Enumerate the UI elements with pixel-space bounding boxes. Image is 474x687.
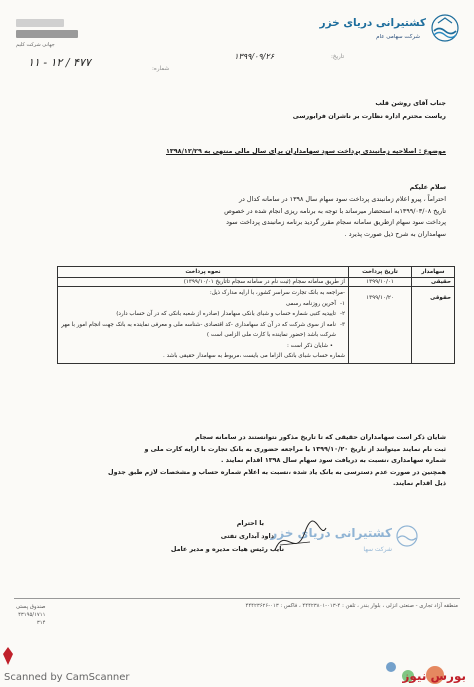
method-intro: -مراجعه به بانک تجارت سراسر کشور، با ارایه مدارک ذیل: [209,290,345,296]
stamp-note: جهانی شرکت کلیم [16,42,55,48]
po-value: ۴۳۱۹۵/۱۷۱۱ [18,612,46,618]
holder-cell: حقوقی [412,287,455,364]
list-num: ۲- [339,311,345,317]
table-header-row [58,267,455,278]
body-line: ثبت نام نمایند میتوانند از تاریخ ۱۳۹۹/۱۰/۲۰ با مراجعه حضوری به بانک تجارت با ارایه کارت ملی و [144,444,446,453]
method-note-detail: شماره حساب شبای بانکی الزاما می بایست ،مربوط به سهامدار حقیقی باشد . [163,353,345,359]
body-line: تاریخ ۱۳۹۹/۰۳/۰۸به استحضار میرساند با توجه به برنامه ریزی انجام شده در خصوص [224,206,446,215]
body-paragraph [26,194,446,240]
scanner-watermark: Scanned by CamScanner [4,672,130,683]
date-cell: ۱۳۹۹/۱۰/۰۱ [349,278,412,287]
date-cell: ۱۳۹۹/۱۰/۲۰ [349,287,412,364]
signatory-title: نایب رئیس هیات مدیره و مدیر عامل [170,545,284,553]
col-date-header: تاریخ پرداخت [349,267,412,278]
address-text: منطقه آزاد تجاری - صنعتی انزلی ، بلوار بندر ، تلفن : ۴-۰۱۳-۴۴۴۲۳۸۰۱ ، فاکس : ۰۱۳-۴۴۴۲۳۶۲۶ [245,603,458,609]
number-label: شماره: [152,66,170,72]
date-value: ۱۳۹۹/۰۹/۲۶ [234,52,274,61]
method-cell: از طریق سامانه سجام (ثبت نام در سامانه سجام تاتاریخ ۱۳۹۹/۱۰/۰۱) [58,278,349,287]
list-num: ۳- [339,321,345,328]
po-box [16,603,45,627]
stamp-sub: شرکت سها [363,546,392,553]
body-line: ذیل اقدام نمایند. [393,479,446,488]
col-method-header: نحوه پرداخت [58,267,349,278]
closing-regards: با احترام [236,519,264,527]
company-logo [320,11,460,51]
list-text: نامه از سوی شرکت که در آن کد سهامداری -کد اقتصادی -شناسه ملی و معرفی نماینده به بانک جهت انجام امور با مهر شرکت باشد (حضور نماینده با کارت ملی الزامی است ) [61,321,336,338]
table-row [58,287,455,364]
body-line: سهامداران به شرح ذیل صورت پذیرد . [344,229,446,238]
list-item [61,309,345,320]
holder-cell: حقیقی [412,278,455,287]
greeting: سلام علیکم [409,183,446,191]
footer-divider [14,598,460,599]
subject-line: موضوع : اصلاحیه زمانبندی پرداخت سود سهامداران برای سال مالی منتهی به ۱۳۹۸/۱۲/۲۹ [165,147,446,155]
po-code: ۳۱۴ [36,620,46,626]
recipient-title: ریاست محترم اداره نظارت بر ناشران فرابورسی [292,112,446,120]
list-text: آخرین روزنامه رسمی [285,300,336,307]
signature-mark [270,520,330,560]
list-num: ۱- [339,300,345,307]
body-line: پرداخت سود سهام ازطریق سامانه سجام مقرر گردید برنامه زمانبندی پرداخت سود [226,218,446,227]
stamp-wave-icon [395,524,419,550]
payment-schedule-table [57,266,455,364]
number-value: ۱۱ - ۱۲ / ۴۷۷ [28,56,91,69]
recipient-name: جناب آقای روشن قلب [375,99,446,107]
wave-logo-icon [430,13,460,45]
company-name: کشتیرانی دریای خزر [319,17,426,29]
list-item [61,320,345,341]
company-type: شرکت سهامی عام [376,34,420,40]
method-cell [58,287,349,364]
list-item [61,299,345,310]
after-table-paragraph [26,432,446,490]
po-label: صندوق پستی [16,604,46,610]
signatory-name: داود آبداری تفتی [220,532,274,540]
body-line: همچنین در صورت عدم دسترسی به بانک یاد شده ،نسبت به اعلام شماره حساب و مشخصات لازم طبق جدول [108,467,446,476]
stamp-text: کشتیرانی دریای خزر [270,526,392,540]
registry-stamp [16,15,96,53]
method-note: • شایان ذکر است : [286,342,333,349]
table-row [58,278,455,287]
pin-icon [2,646,14,666]
body-line: شماره سهامداری ،نسبت به دریافت سود سهام سال ۱۳۹۸ اقدام نمایند . [220,456,446,465]
body-line: احتراماً ، پیرو اعلام زمانبندی پرداخت سود سهام سال ۱۳۹۸ در سامانه کدال در [238,195,446,203]
site-watermark: بورس نیوز [402,669,466,683]
list-text: تاییدیه کتبی شماره حساب و شبای بانکی سهامدار (صادره از شعبه بانکی که در آن حساب دارد) [116,311,336,317]
footer-address [16,603,458,609]
date-label: تاریخ: [330,54,344,60]
col-holder-header: سهامدار [412,267,455,278]
body-line: شایان ذکر است سهامداران حقیقی که تا تاریخ مذکور نتوانستند در سامانه سجام [195,433,446,441]
